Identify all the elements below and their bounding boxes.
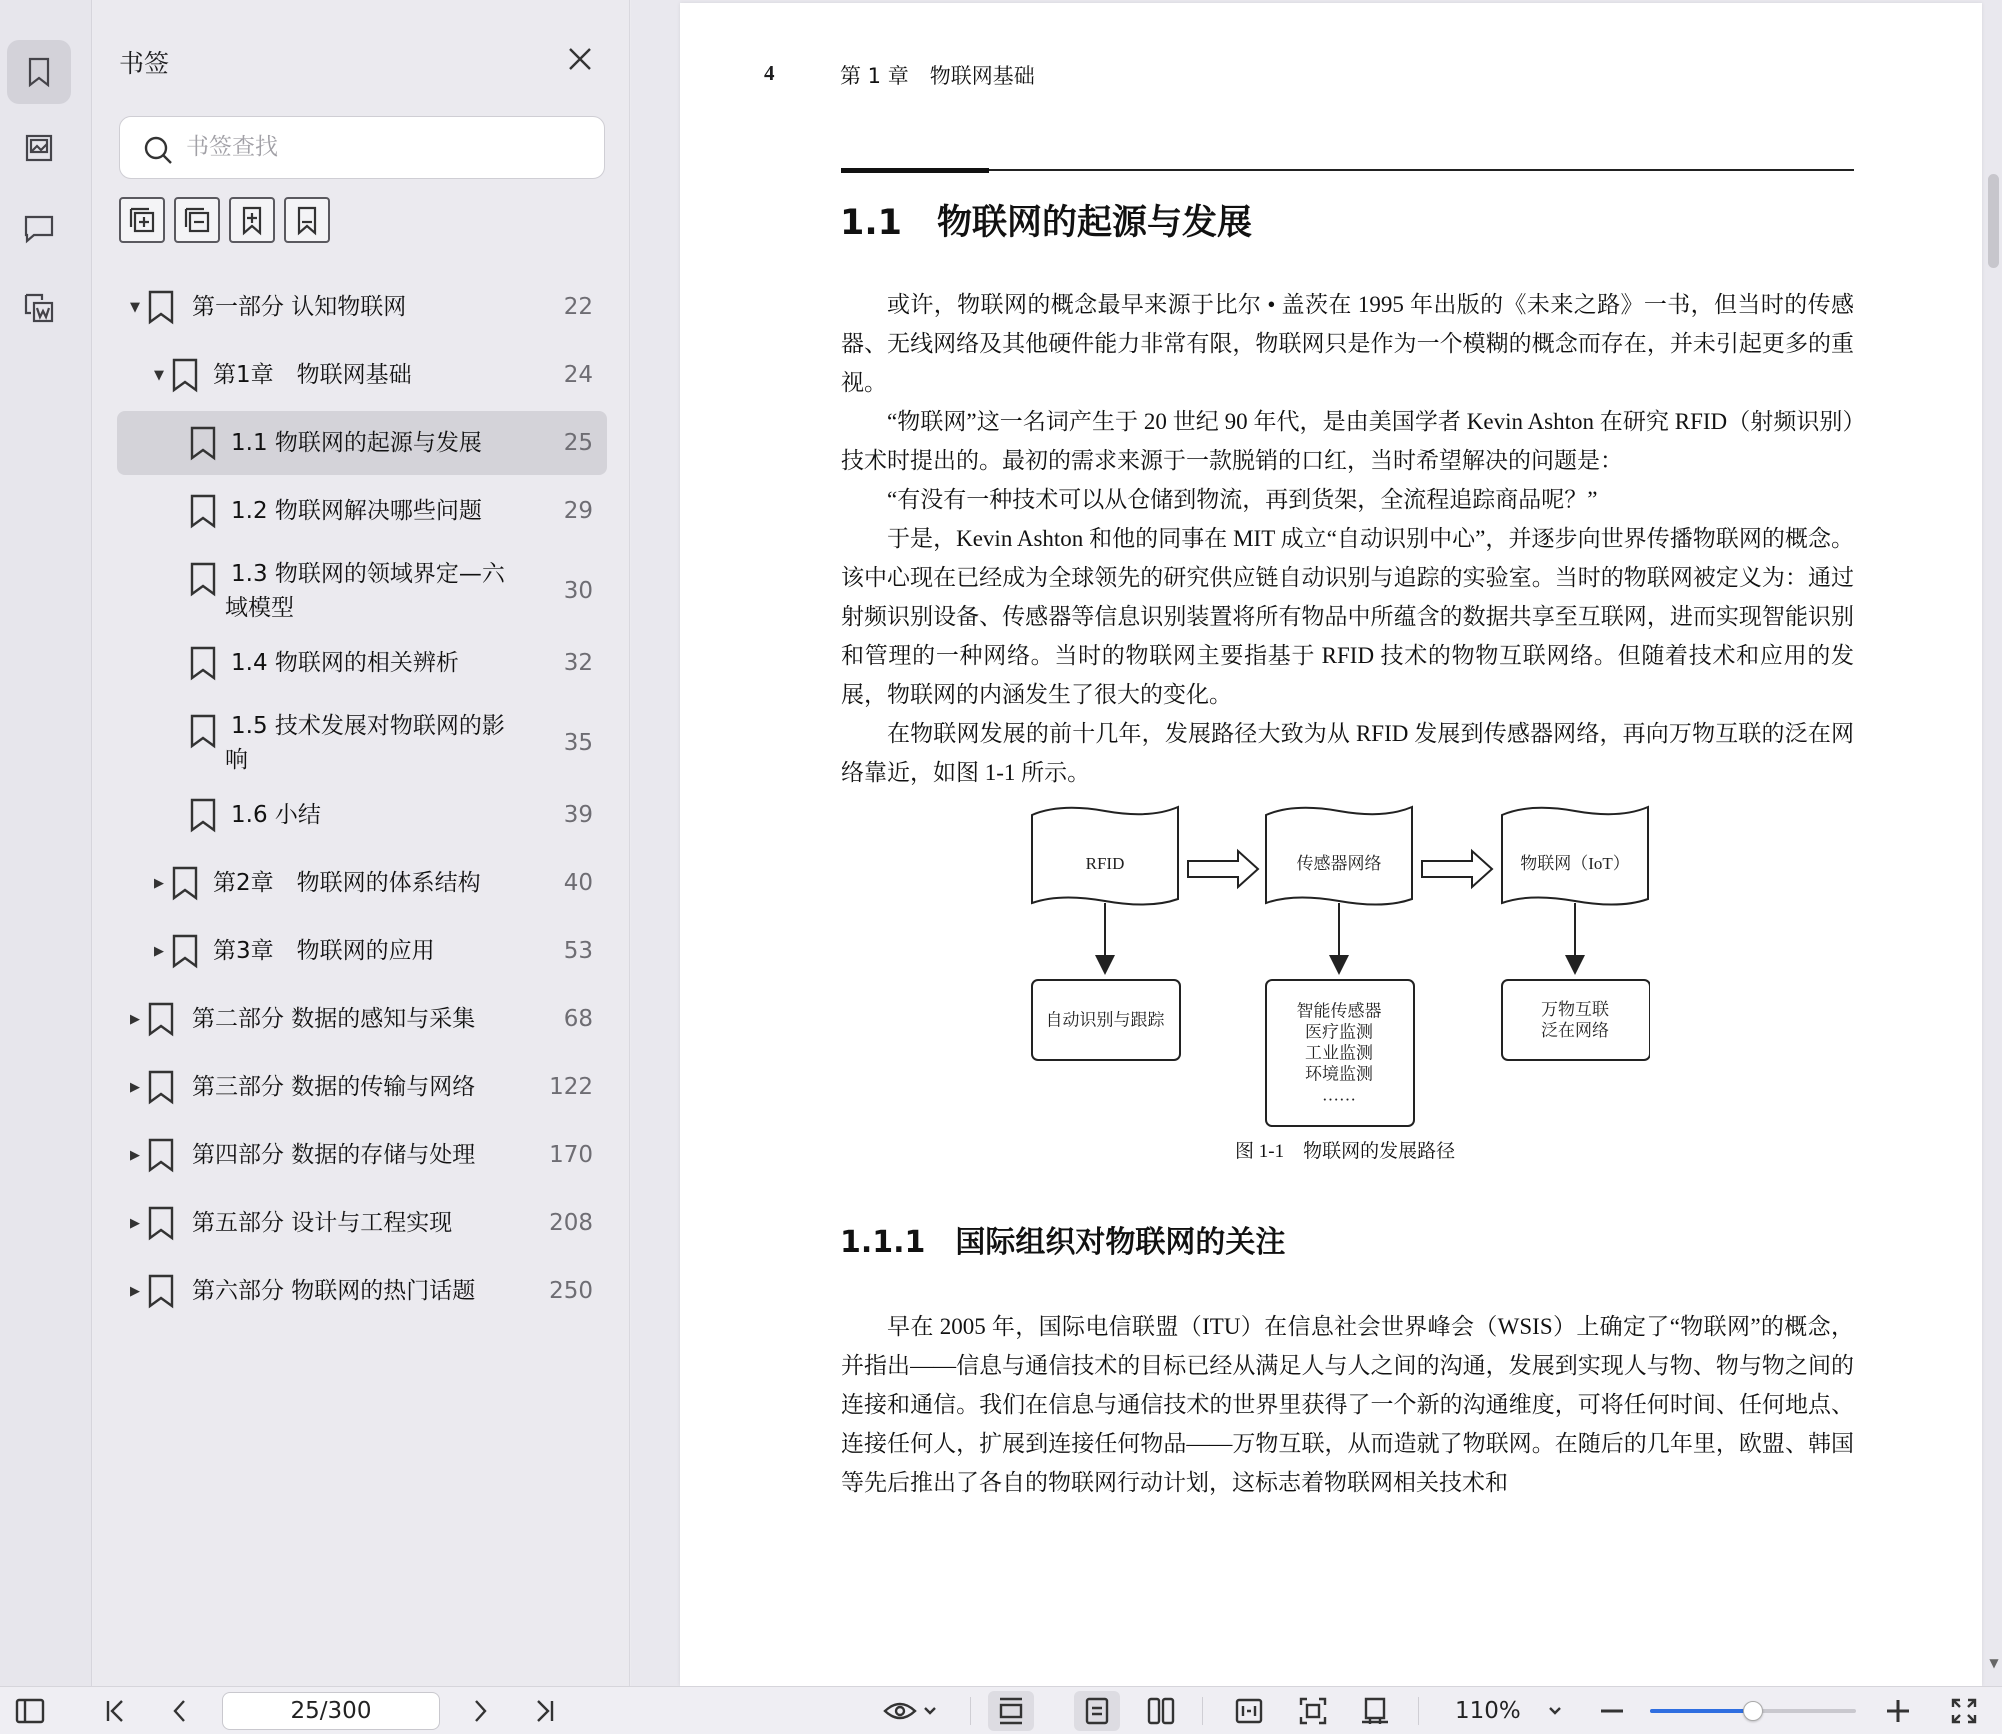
bookmark-label [231,798,321,832]
diagram-outcome-label: 医疗监测 [1305,1022,1373,1042]
section-title: 1.1 物联网的起源与发展 [840,203,1253,243]
expand-all-button[interactable] [119,197,165,243]
chevron-right-icon [470,1698,490,1724]
caret-right-icon[interactable]: ▶ [130,1011,140,1027]
single-page-icon [1084,1696,1110,1726]
bookmark-panel [93,0,630,1686]
bookmark-item[interactable] [117,699,607,787]
previous-page-button[interactable] [160,1687,200,1734]
next-page-button[interactable] [460,1687,500,1734]
toolbar-divider [970,1697,971,1725]
bookmark-label-line: 第二部分 数据的感知与采集 [192,1006,476,1032]
diagram-outcome-label: 泛在网络 [1541,1021,1609,1040]
bookmark-label [213,358,412,392]
bookmark-icon [147,1273,175,1309]
bookmark-icon [147,1069,175,1105]
bookmark-label [213,934,435,968]
two-page-icon [1146,1696,1176,1726]
bookmark-label [213,866,481,900]
crop-icon [1360,1696,1390,1726]
last-page-icon [532,1698,556,1724]
body-paragraph: 在物联网发展的前十几年，发展路径大致为从 RFID 发展到传感器网络，再向万物互联的泛在网络靠近，如图 1-1 所示。 [841,721,1854,785]
image-icon [22,131,56,165]
bookmark-icon [147,1137,175,1173]
body-paragraph: 于是，Kevin Ashton 和他的同事在 MIT 成立“自动识别中心”，并逐步向世界传播物联网的概念。该中心现在已经成为全球领先的研究供应链自动识别与追踪的实验室。当时的物联网被定义为：通过射频识别设备、传感器等信息识别装置将所有物品中所蕴含的数据共享至互联网，进而实现智能识别和管理的一种网络。当时的物联网主要指基于 RFID 技术的物物互联网络。但随着技术和应用的发展，物联网的内涵发生了很大的变化。 [841,526,1854,707]
view-mode-button[interactable] [878,1687,942,1734]
bookmark-icon [189,425,217,461]
bookmark-page-number: 25 [563,430,593,456]
bookmark-item[interactable] [117,1259,607,1323]
fit-width-icon [1234,1696,1264,1726]
bookmark-icon [171,357,199,393]
bookmark-item[interactable] [117,987,607,1051]
bookmark-label [192,1070,475,1104]
bookmark-item[interactable] [117,1191,607,1255]
rfid-stage-label: RFID [1085,854,1125,873]
caret-right-icon[interactable]: ▶ [154,943,164,959]
bookmark-item[interactable] [117,343,607,407]
file-export-icon [22,291,56,325]
bookmark-tool-icon [291,204,323,236]
continuous-scroll-button[interactable] [988,1691,1034,1731]
bookmark-search-input[interactable] [186,125,586,169]
bookmark-icon [147,1205,175,1241]
zoom-dropdown-button[interactable] [1540,1687,1570,1734]
body-paragraph: 或许，物联网的概念最早来源于比尔 • 盖茨在 1995 年出版的《未来之路》一书，但当时的传感器、无线网络及其他硬件能力非常有限，物联网只是作为一个模糊的概念而存在，并未引起更多的重视。 [841,292,1854,395]
bookmark-label-line: 响 [225,747,248,773]
attachment-tab-button[interactable] [7,276,71,340]
bookmark-item[interactable] [117,1123,607,1187]
toggle-sidebar-button[interactable] [10,1687,50,1734]
bookmark-label-line: 1.6 小结 [231,802,321,828]
figure-caption: 图 1-1 物联网的发展路径 [1235,1141,1456,1162]
block-arrow [1422,851,1492,887]
chevron-left-icon [170,1698,190,1724]
search-icon [142,134,174,166]
bookmark-page-number: 39 [563,802,593,828]
sidebar-rail [0,0,92,1686]
add-bookmark-icon [236,204,268,236]
bookmark-label [192,1138,475,1172]
caret-right-icon[interactable]: ▶ [130,1147,140,1163]
bookmark-page-number: 53 [563,938,593,964]
single-page-button[interactable] [1074,1691,1120,1731]
diagram-outcome-label: 环境监测 [1305,1064,1373,1084]
bookmark-item[interactable] [117,783,607,847]
bookmark-label-line: 第六部分 物联网的热门话题 [192,1278,476,1304]
bookmark-item[interactable] [117,851,607,915]
diagram-outcome-label: 智能传感器 [1296,1001,1382,1021]
bookmark-page-number: 250 [549,1278,593,1304]
bookmark-label [192,290,406,324]
caret-right-icon[interactable]: ▶ [130,1283,140,1299]
bookmark-label [192,1002,475,1036]
bookmark-label-line: 域模型 [225,595,294,621]
bookmark-page-number: 22 [563,294,593,320]
zoom-in-button[interactable] [1878,1687,1918,1734]
bottom-toolbar [0,1686,2002,1734]
eye-icon [883,1699,917,1723]
scroll-down-arrow-icon[interactable]: ▼ [1989,1656,1999,1670]
evolution-diagram [1030,803,1650,1163]
bookmark-item[interactable] [117,547,607,635]
fit-page-button[interactable] [1290,1687,1336,1734]
bookmark-label-line: 第三部分 数据的传输与网络 [192,1074,476,1100]
bookmark-label-line: 第1章 物联网基础 [213,362,412,388]
bookmark-page-number: 208 [549,1210,593,1236]
sensor-network-stage-label: 传感器网络 [1296,854,1382,873]
iot-stage-label: 物联网（IoT） [1520,854,1630,873]
bookmark-label [225,709,505,777]
document-scrollbar[interactable] [1985,0,2002,1686]
diagram-outcome-label: 工业监测 [1305,1043,1373,1063]
expand-all-icon [126,204,158,236]
bookmark-icon [22,55,56,89]
bookmark-tab-button[interactable] [7,40,71,104]
bookmark-page-number: 24 [563,362,593,388]
fit-width-button[interactable] [1226,1687,1272,1734]
zoom-slider-fill [1650,1709,1753,1713]
comment-icon [22,211,56,245]
bookmark-icon [189,797,217,833]
plus-icon [1885,1698,1911,1724]
caret-down-icon[interactable]: ▼ [154,367,164,383]
bookmark-label [192,1206,452,1240]
bookmark-label-line: 1.1 物联网的起源与发展 [231,430,482,456]
bookmark-icon [189,561,217,597]
toolbar-divider [1202,1697,1203,1725]
diagram-outcome-label: 自动识别与跟踪 [1045,1010,1165,1030]
toolbar-divider [1418,1697,1419,1725]
body-paragraph: “物联网”这一名词产生于 20 世纪 90 年代，是由美国学者 Kevin Ashton 在研究 RFID（射频识别）技术时提出的。最初的需求来源于一款脱销的口红，当时希望解决的问题是： [841,409,1854,473]
document-page [680,3,1982,1686]
bookmark-label-line: 1.2 物联网解决哪些问题 [231,498,482,524]
iot-outcome-box [1502,980,1650,1060]
page-number-input[interactable]: 25/300 [222,1692,440,1730]
thumbnail-tab-button[interactable] [7,116,71,180]
running-header: 第 1 章 物联网基础 [840,64,1035,88]
bookmark-label-line: 第2章 物联网的体系结构 [213,870,481,896]
bookmark-label-line: 第一部分 认知物联网 [192,294,407,320]
block-arrow [1188,851,1258,887]
fullscreen-button[interactable] [1944,1687,1984,1734]
bookmark-label-line: 1.4 物联网的相关辨析 [231,650,459,676]
bookmark-label-line: 第四部分 数据的存储与处理 [192,1142,476,1168]
bookmark-page-number: 122 [549,1074,593,1100]
bookmark-item[interactable] [117,411,607,475]
chevron-down-icon [1548,1706,1562,1716]
last-page-button[interactable] [524,1687,564,1734]
bookmark-item[interactable] [117,631,607,695]
bookmark-page-number: 35 [563,730,593,756]
bookmark-icon [189,645,217,681]
caret-right-icon[interactable]: ▶ [130,1079,140,1095]
panel-title: 书签 [119,49,170,78]
fullscreen-icon [1950,1697,1978,1725]
bookmark-label [231,646,459,680]
first-page-button[interactable] [96,1687,136,1734]
bookmark-tool-button[interactable] [284,197,330,243]
diagram-outcome-label: 万物互联 [1541,1000,1609,1019]
body-paragraph: 早在 2005 年，国际电信联盟（ITU）在信息社会世界峰会（WSIS）上确定了“物联网”的概念，并指出——信息与通信技术的目标已经从满足人与人之间的沟通，发展到实现人与物、物与物之间的连接和通信。我们在信息与通信技术的世界里获得了一个新的沟通维度，可将任何时间、任何地点、连接任何人，扩展到连接任何物品——万物互联，从而造就了物联网。在随后的几年里，欧盟、韩国等先后推出了各自的物联网行动计划，这标志着物联网相关技术和 [841,1314,1854,1495]
body-paragraph: “有没有一种技术可以从仓储到物流，再到货架，全流程追踪商品呢？” [887,487,1598,512]
bookmark-icon [189,493,217,529]
bookmark-label-line: 第3章 物联网的应用 [213,938,435,964]
bookmark-label-line: 1.5 技术发展对物联网的影 [231,713,505,739]
fit-page-icon [1298,1696,1328,1726]
subsection-title: 1.1.1 国际组织对物联网的关注 [840,1225,1286,1260]
bookmark-icon [147,1001,175,1037]
bookmark-page-number: 68 [563,1006,593,1032]
bookmark-icon [171,933,199,969]
header-rule [841,169,1854,171]
bookmark-item[interactable] [117,479,607,543]
bookmark-label [231,426,482,460]
bookmark-search-box[interactable] [119,116,605,179]
first-page-icon [104,1698,128,1724]
crop-page-button[interactable] [1352,1687,1398,1734]
zoom-slider[interactable] [1650,1709,1856,1713]
zoom-slider-handle[interactable] [1743,1701,1763,1721]
bookmark-item[interactable] [117,919,607,983]
bookmark-page-number: 40 [563,870,593,896]
minus-icon [1599,1698,1625,1724]
caret-down-icon[interactable]: ▼ [130,299,140,315]
chevron-down-icon [923,1706,937,1716]
scrollbar-thumb[interactable] [1988,174,1999,268]
diagram-outcome-label: …… [1322,1085,1356,1105]
bookmark-page-number: 32 [563,650,593,676]
bookmark-label-line: 1.3 物联网的领域界定—六 [231,561,505,587]
caret-right-icon[interactable]: ▶ [130,1215,140,1231]
close-panel-button[interactable] [565,44,595,74]
two-page-button[interactable] [1138,1687,1184,1734]
caret-right-icon[interactable]: ▶ [154,875,164,891]
bookmark-icon [189,713,217,749]
bookmark-page-number: 30 [563,578,593,604]
bookmark-page-number: 29 [563,498,593,524]
bookmark-label-line: 第五部分 设计与工程实现 [192,1210,453,1236]
bookmark-icon [147,289,175,325]
zoom-level[interactable]: 110% [1455,1698,1521,1724]
zoom-out-button[interactable] [1592,1687,1632,1734]
close-icon [565,44,595,74]
bookmark-icon [171,865,199,901]
header-rule-accent [841,168,989,173]
collapse-all-icon [181,204,213,236]
bookmark-page-number: 170 [549,1142,593,1168]
bookmark-item[interactable] [117,1055,607,1119]
comment-tab-button[interactable] [7,196,71,260]
bookmark-label [231,494,482,528]
continuous-scroll-icon [996,1696,1026,1726]
bookmark-label [225,557,505,625]
page-number: 4 [764,61,775,85]
add-bookmark-button[interactable] [229,197,275,243]
bookmark-item[interactable] [117,275,607,339]
bookmark-label [192,1274,475,1308]
sidebar-icon [15,1698,45,1724]
collapse-all-button[interactable] [174,197,220,243]
